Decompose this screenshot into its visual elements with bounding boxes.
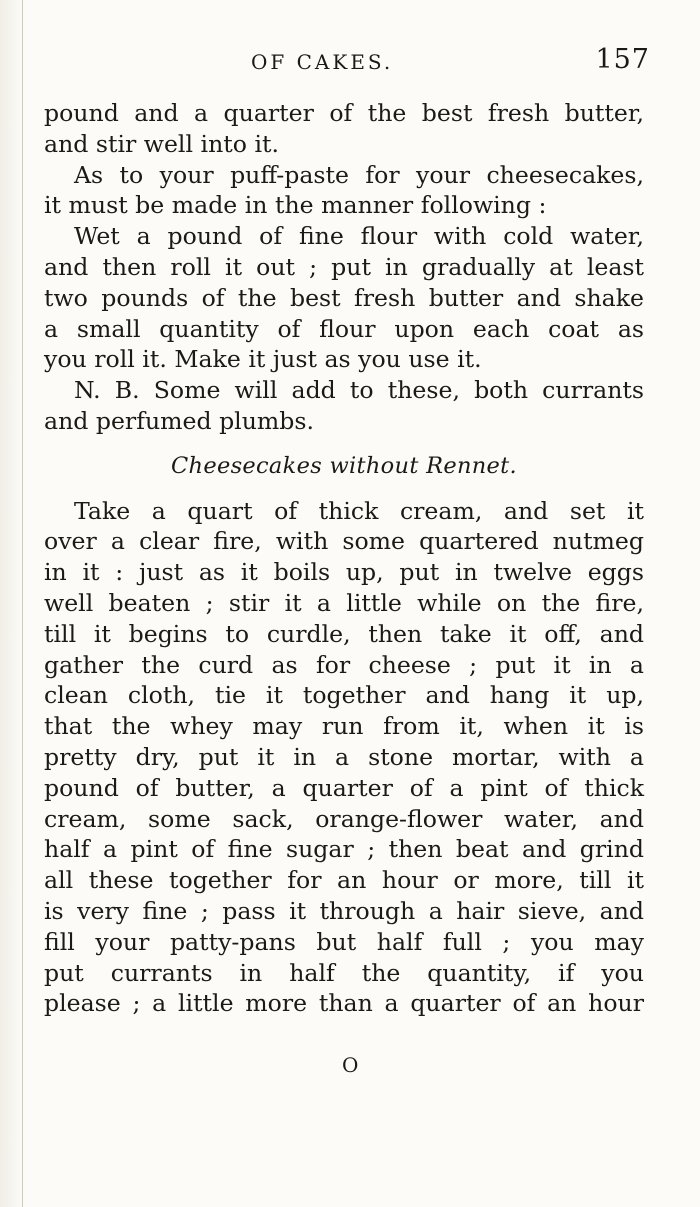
text-line: all these together for an hour or more, till it	[44, 866, 644, 895]
text-line: in it : just as it boils up, put in twelve eggs	[44, 558, 644, 587]
text-line: cream, some sack, orange-flower water, and	[44, 804, 644, 833]
text-line: gather the curd as for cheese ; put it in a	[44, 650, 644, 679]
text-line: a small quantity of flour upon each coat as	[44, 314, 644, 343]
page-number: 157	[595, 44, 650, 75]
text-line: pound of butter, a quarter of a pint of thick	[44, 773, 644, 802]
text-line: clean cloth, tie it together and hang it up,	[44, 681, 644, 710]
text-line: As to your puff-paste for your cheesecakes,	[74, 160, 644, 189]
text-line: fill your patty-pans but half full ; you may	[44, 927, 644, 956]
text-line: half a pint of fine sugar ; then beat and grind	[44, 835, 644, 864]
running-head: OF CAKES.	[251, 50, 394, 74]
text-line: pretty dry, put it in a stone mortar, with a	[44, 742, 644, 771]
text-line: put currants in half the quantity, if you	[44, 958, 644, 987]
text-line: and perfumed plumbs.	[44, 406, 315, 435]
text-line: it must be made in the manner following :	[44, 191, 547, 220]
text-line: till it begins to curdle, then take it off, and	[44, 619, 644, 648]
text-line: you roll it. Make it just as you use it.	[44, 345, 482, 374]
page-header	[44, 44, 654, 84]
text-line: please ; a little more than a quarter of an hour	[44, 989, 644, 1018]
text-line: well beaten ; stir it a little while on the fire,	[44, 588, 644, 617]
text-line: is very fine ; pass it through a hair sieve, and	[44, 896, 644, 925]
section-heading: Cheesecakes without Rennet.	[171, 452, 517, 479]
body-text	[44, 98, 644, 1019]
catchword: O	[342, 1053, 359, 1077]
text-line: Wet a pound of fine flour with cold water,	[74, 222, 644, 251]
text-line: Take a quart of thick cream, and set it	[74, 496, 644, 525]
text-line: and stir well into it.	[44, 129, 279, 158]
text-line: and then roll it out ; put in gradually at least	[44, 252, 644, 281]
text-line: N. B. Some will add to these, both currants	[74, 376, 644, 405]
text-line: two pounds of the best fresh butter and shake	[44, 283, 644, 312]
text-line: pound and a quarter of the best fresh butter,	[44, 99, 644, 127]
text-line: over a clear fire, with some quartered nutmeg	[44, 527, 644, 556]
text-line: that the whey may run from it, when it is	[44, 712, 644, 741]
page-gutter	[0, 0, 23, 1207]
